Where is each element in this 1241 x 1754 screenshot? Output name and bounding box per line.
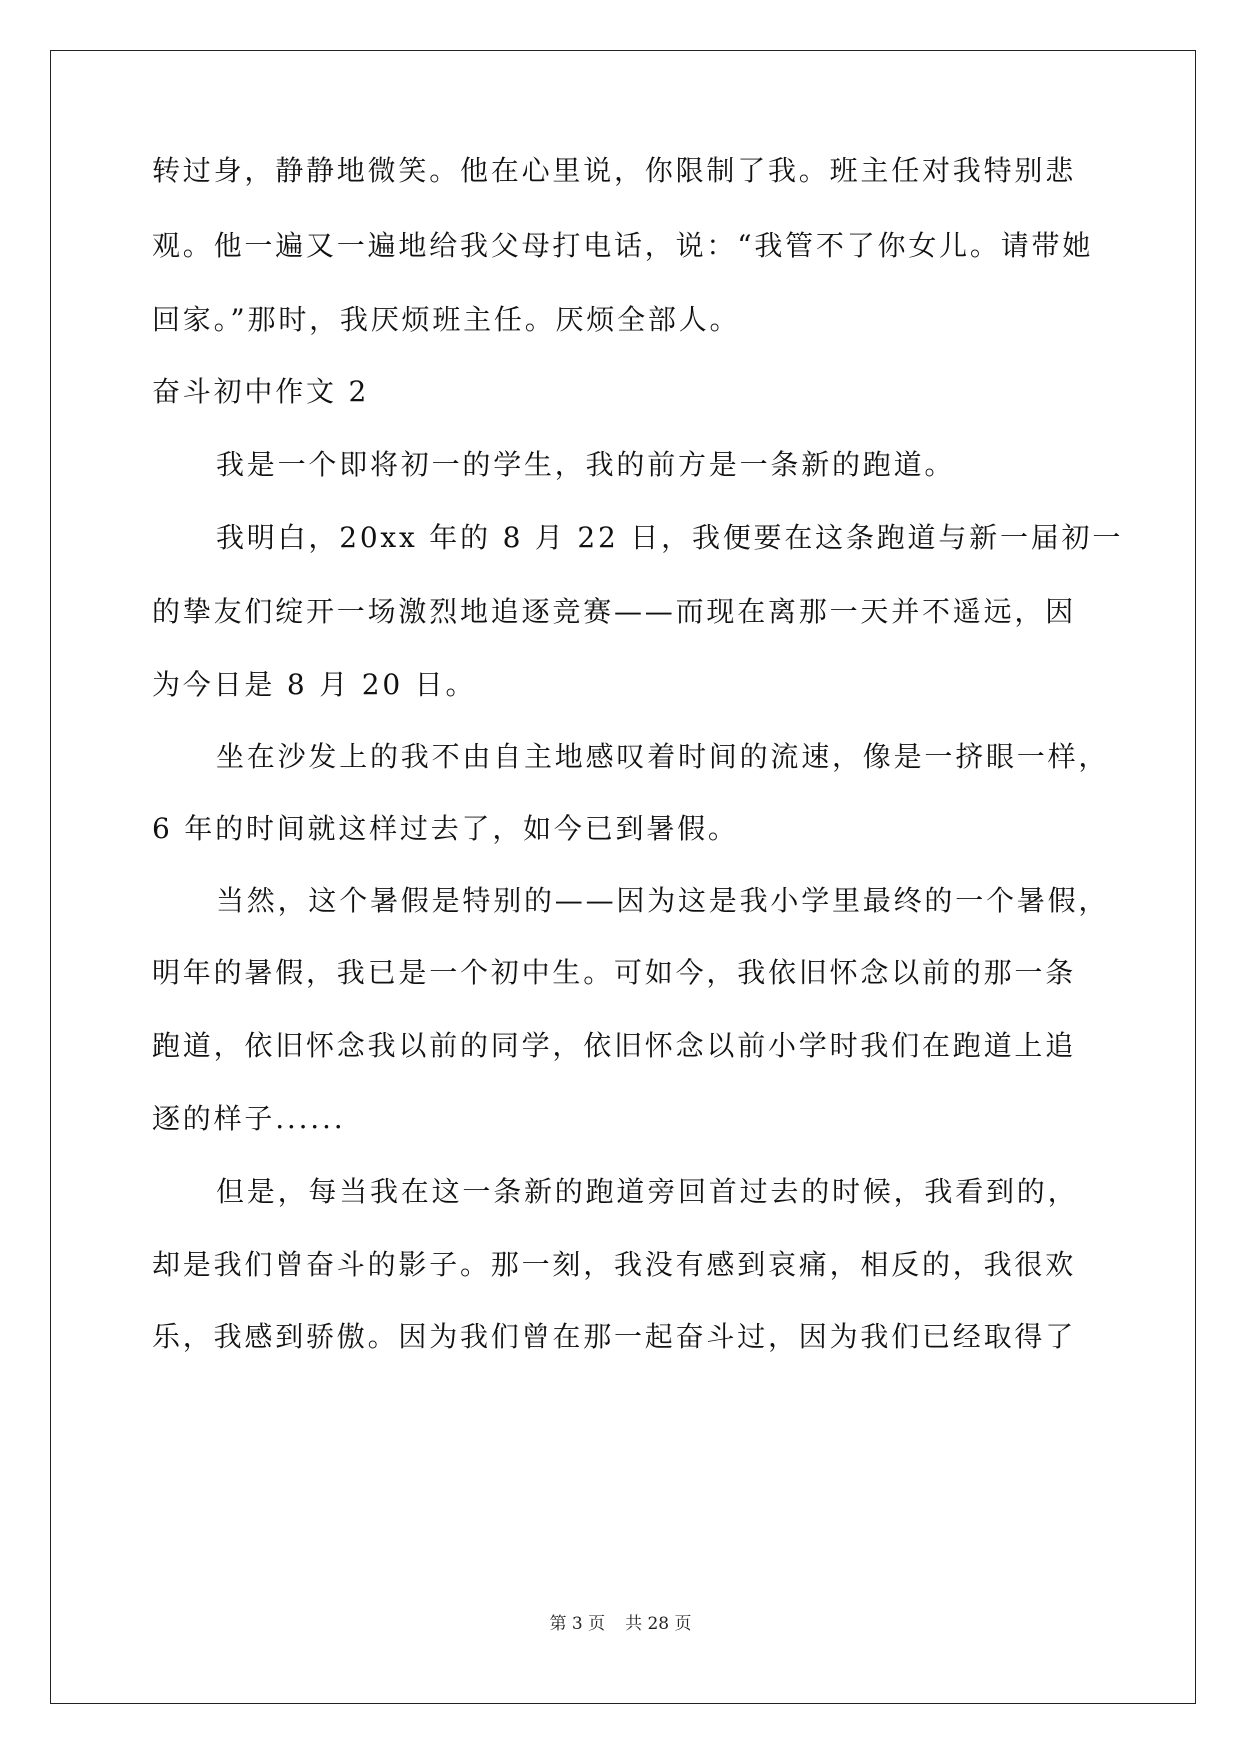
page-footer [0,1614,1241,1634]
section-heading: 奋斗初中作文 2 [152,375,370,408]
text-line: 转过身，静静地微笑。他在心里说，你限制了我。班主任对我特别悲 [152,154,1077,187]
page-border [50,50,1196,1704]
paragraph-start-line: 坐在沙发上的我不由自主地感叹着时间的流速，像是一挤眼一样， [216,740,1110,773]
page-total: 共 28 页 [625,1614,692,1634]
text-line: 逐的样子...... [152,1102,346,1135]
text-line: 跑道，依旧怀念我以前的同学，依旧怀念以前小学时我们在跑道上追 [152,1029,1077,1062]
text-line: 的挚友们绽开一场激烈地追逐竞赛——而现在离那一天并不遥远，因 [152,595,1077,628]
text-line: 观。他一遍又一遍地给我父母打电话，说：“我管不了你女儿。请带她 [152,229,1094,262]
paragraph-start-line: 我明白，20xx 年的 8 月 22 日，我便要在这条跑道与新一届初一 [216,521,1124,554]
text-line: 回家。”那时，我厌烦班主任。厌烦全部人。 [152,303,741,336]
page-number: 第 3 页 [549,1614,606,1634]
text-line: 6 年的时间就这样过去了，如今已到暑假。 [152,812,739,845]
text-line: 却是我们曾奋斗的影子。那一刻，我没有感到哀痛，相反的，我很欢 [152,1248,1077,1281]
paragraph-start-line: 当然，这个暑假是特别的——因为这是我小学里最终的一个暑假， [216,884,1110,917]
text-line: 为今日是 8 月 20 日。 [152,668,477,701]
text-line: 明年的暑假，我已是一个初中生。可如今，我依旧怀念以前的那一条 [152,956,1077,989]
paragraph-start-line: 但是，每当我在这一条新的跑道旁回首过去的时候，我看到的， [216,1175,1079,1208]
paragraph-start-line: 我是一个即将初一的学生，我的前方是一条新的跑道。 [216,448,956,481]
text-line: 乐，我感到骄傲。因为我们曾在那一起奋斗过，因为我们已经取得了 [152,1320,1077,1353]
